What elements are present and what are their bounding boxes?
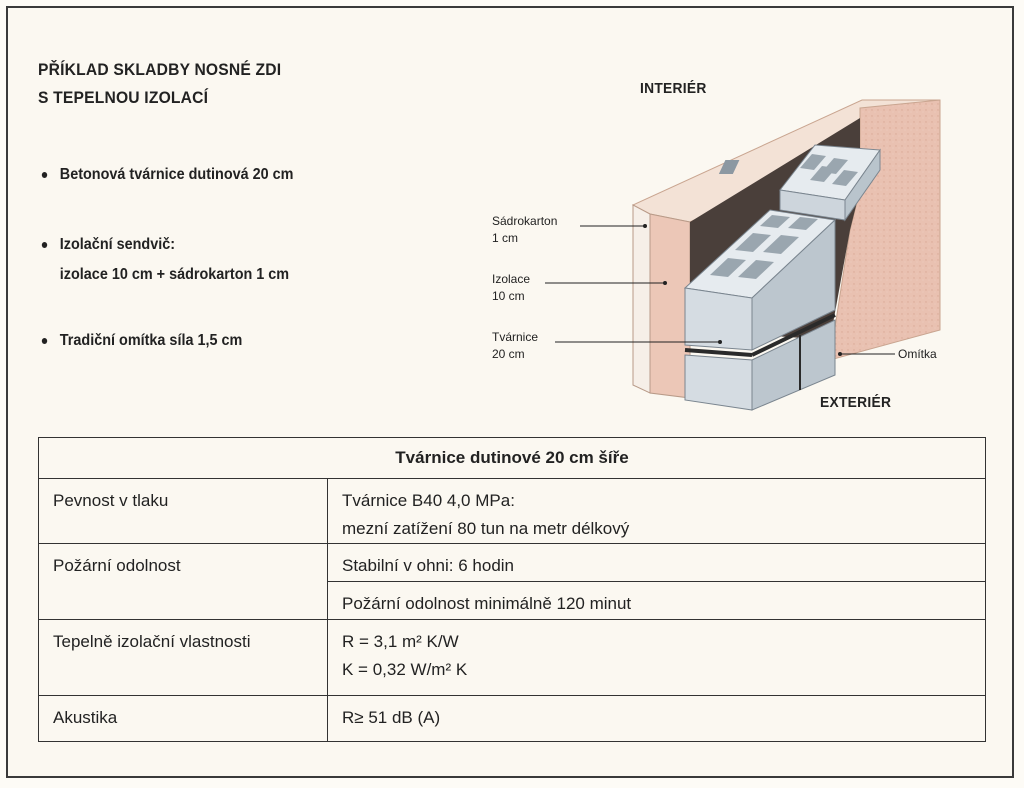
value-cell: Požární odolnost minimálně 120 minut [328,582,986,620]
interior-label: INTERIÉR [640,80,707,97]
table-header-row [39,438,986,479]
table-row [39,544,986,582]
list-item: Tradiční omítka síla 1,5 cm [40,326,242,356]
param-cell: Akustika [39,696,328,742]
spec-table [38,437,986,742]
title-line-2: S TEPELNOU IZOLACÍ [38,88,209,107]
table-header: Tvárnice dutinové 20 cm šíře [39,438,986,479]
table-row [39,620,986,696]
value-cell: R≥ 51 dB (A) [328,696,986,742]
label-sadrokarton: Sádrokarton 1 cm [492,214,558,245]
value-cell: R = 3,1 m² K/W K = 0,32 W/m² K [328,620,986,696]
param-cell: Pevnost v tlaku [39,479,328,544]
drywall-face [633,205,650,393]
insulation-face [650,214,690,398]
label-izolace: Izolace 10 cm [492,272,531,303]
param-cell: Požární odolnost [39,544,328,620]
param-cell: Tepelně izolační vlastnosti [39,620,328,696]
value-cell: Stabilní v ohni: 6 hodin [328,544,986,582]
list-item: Betonová tvárnice dutinová 20 cm [40,160,293,190]
value-cell: Tvárnice B40 4,0 MPa: mezní zatížení 80 tun na metr délkový [328,479,986,544]
list-item: Izolační sendvič: izolace 10 cm + sádrokarton 1 cm [40,230,289,290]
title-line-1: PŘÍKLAD SKLADBY NOSNÉ ZDI [38,60,282,79]
table-row [39,696,986,742]
label-omitka: Omítka [898,347,937,361]
label-tvarnice: Tvárnice 20 cm [492,330,539,361]
table-row [39,479,986,544]
exterior-label: EXTERIÉR [820,394,892,411]
